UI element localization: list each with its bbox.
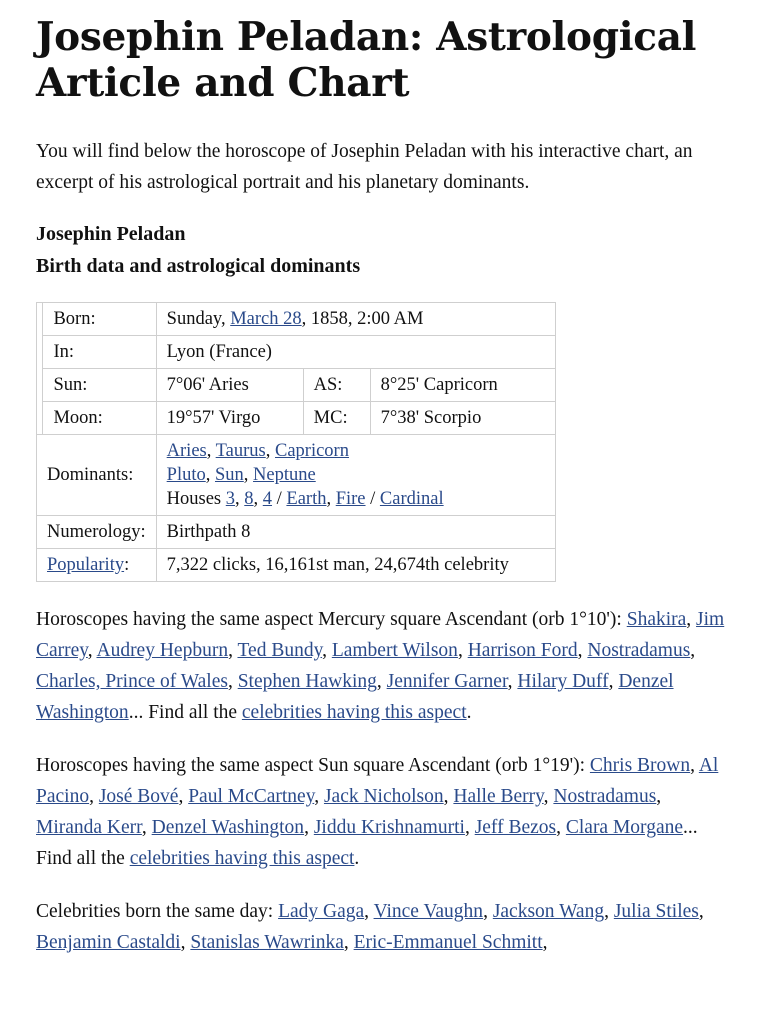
subhead-birth-data: Birth data and astrological dominants <box>36 255 361 277</box>
in-row <box>37 336 556 369</box>
house-link[interactable]: 4 <box>262 489 273 509</box>
celebrity-link[interactable]: Lambert Wilson <box>331 640 458 661</box>
celebrity-link[interactable]: Nostradamus <box>553 786 657 807</box>
sun-label: Sun: <box>43 369 156 402</box>
houses-label: Houses <box>166 489 226 509</box>
celebrity-link[interactable]: Halle Berry <box>453 786 544 807</box>
popularity-link[interactable]: Popularity <box>47 555 125 575</box>
numerology-row <box>37 516 556 549</box>
celebrity-link[interactable]: Denzel Washington <box>151 817 305 838</box>
house-link[interactable]: 3 <box>225 489 236 509</box>
as-label: AS: <box>303 369 370 402</box>
birth-data-table <box>36 302 556 582</box>
celebrity-link[interactable]: Jackson Wang <box>492 901 605 922</box>
intro-paragraph: You will find below the horoscope of Josephin Peladan with his interactive chart, an excerpt of his astrological portrait and his planetary dominants. <box>36 141 693 193</box>
celebrity-link[interactable]: Charles, Prince of Wales <box>36 671 228 692</box>
dominants-row <box>37 435 556 516</box>
mc-label: MC: <box>303 402 370 435</box>
trailing-comma: , <box>542 932 548 953</box>
sun-value: 7°06' Aries <box>156 369 303 402</box>
subhead-name: Josephin Peladan <box>36 223 186 245</box>
celebrity-link[interactable]: Paul McCartney <box>188 786 315 807</box>
element-link[interactable]: Earth <box>286 489 327 509</box>
planet-link[interactable]: Sun <box>214 465 244 485</box>
celebrity-link[interactable]: José Bové <box>98 786 179 807</box>
celebrity-link[interactable]: Hilary Duff <box>517 671 609 692</box>
same-day-paragraph: Celebrities born the same day: Lady Gaga, Vince Vaughn, Jackson Wang, Julia Stiles, Benjamin Castaldi, Stanislas Wawrinka, Eric-Emmanuel Schmitt, <box>36 901 704 953</box>
popularity-value: 7,322 clicks, 16,161st man, 24,674th celebrity <box>156 549 555 582</box>
celebrity-link[interactable]: Stanislas Wawrinka <box>190 932 344 953</box>
planet-link[interactable]: Neptune <box>253 465 316 485</box>
celebrity-link[interactable]: Lady Gaga <box>278 901 365 922</box>
find-aspect-link[interactable]: celebrities having this aspect <box>241 702 467 723</box>
celebrity-link[interactable]: Shakira <box>626 609 687 630</box>
dominant-planets: Pluto, Sun, Neptune <box>166 465 316 485</box>
aspect-mercury-paragraph: Horoscopes having the same aspect Mercury square Ascendant (orb 1°10'): Shakira, Jim Carrey, Audrey Hepburn, Ted Bundy, Lambert Wilson, Harrison Ford, Nostradamus, Charles, Prince of Wales, Stephen Hawking, Jennifer Garner, Hilary Duff, Denzel Washington... Find all the celebrities having this aspect. <box>36 609 725 723</box>
find-all-text: ... Find all the <box>36 817 698 869</box>
sun-row <box>37 369 556 402</box>
celebrity-link[interactable]: Jack Nicholson <box>323 786 444 807</box>
in-value: Lyon (France) <box>156 336 555 369</box>
aspect-intro: Horoscopes having the same aspect Mercury square Ascendant (orb 1°10'): <box>36 609 627 630</box>
sign-link[interactable]: Capricorn <box>275 441 349 461</box>
celebrity-link[interactable]: Nostradamus <box>587 640 691 661</box>
celebrity-link[interactable]: Jiddu Krishnamurti <box>313 817 465 838</box>
page-title: Josephin Peladan: Astrological Article and Chart <box>36 14 697 106</box>
dominant-houses: Houses 3, 8, 4 / Earth, Fire / Cardinal <box>166 489 444 509</box>
same-day-intro: Celebrities born the same day: <box>36 901 279 922</box>
celebrity-link[interactable]: Jennifer Garner <box>386 671 508 692</box>
numerology-value: Birthpath 8 <box>156 516 555 549</box>
celebrity-link[interactable]: Miranda Kerr <box>36 817 142 838</box>
celebrity-link[interactable]: Eric-Emmanuel Schmitt <box>353 932 543 953</box>
born-label: Born: <box>43 303 156 336</box>
celebrity-link[interactable]: Al Pacino <box>36 755 719 807</box>
celebrity-link[interactable]: Harrison Ford <box>467 640 578 661</box>
celebrity-link[interactable]: Clara Morgane <box>565 817 684 838</box>
born-day: Sunday, <box>166 309 231 329</box>
celebrity-link[interactable]: Vince Vaughn <box>373 901 484 922</box>
aspect-intro: Horoscopes having the same aspect Sun square Ascendant (orb 1°19'): <box>36 755 590 776</box>
born-row <box>37 303 556 336</box>
celebrity-link[interactable]: Audrey Hepburn <box>96 640 229 661</box>
mc-value: 7°38' Scorpio <box>370 402 555 435</box>
in-label: In: <box>43 336 156 369</box>
aspect-sun-paragraph: Horoscopes having the same aspect Sun square Ascendant (orb 1°19'): Chris Brown, Al Pacino, José Bové, Paul McCartney, Jack Nicholson, Halle Berry, Nostradamus, Miranda Kerr, Denzel Washington, Jiddu Krishnamurti, Jeff Bezos, Clara Morgane... Find all the celebrities having this aspect. <box>36 755 719 869</box>
celebrity-link[interactable]: Stephen Hawking <box>237 671 377 692</box>
moon-value: 19°57' Virgo <box>156 402 303 435</box>
celebrity-link[interactable]: Chris Brown <box>589 755 691 776</box>
house-link[interactable]: 8 <box>244 489 254 509</box>
celebrity-link[interactable]: Jim Carrey <box>36 609 725 661</box>
celebrity-link[interactable]: Denzel Washington <box>36 671 674 723</box>
celebrity-link[interactable]: Benjamin Castaldi <box>36 932 181 953</box>
born-date-link[interactable]: March 28 <box>230 309 302 329</box>
find-all-text: ... Find all the <box>128 702 242 723</box>
planet-link[interactable]: Pluto <box>166 465 206 485</box>
moon-row <box>37 402 556 435</box>
dominant-signs: Aries, Taurus, Capricorn <box>166 441 349 461</box>
element-link[interactable]: Fire <box>335 489 366 509</box>
sign-link[interactable]: Taurus <box>215 441 266 461</box>
moon-label: Moon: <box>43 402 156 435</box>
popularity-row <box>37 549 556 582</box>
celebrity-link[interactable]: Jeff Bezos <box>474 817 557 838</box>
celebrity-link[interactable]: Ted Bundy <box>237 640 323 661</box>
born-rest: , 1858, 2:00 AM <box>301 309 424 329</box>
modality-link[interactable]: Cardinal <box>379 489 444 509</box>
dominants-value <box>156 435 555 516</box>
as-value: 8°25' Capricorn <box>370 369 555 402</box>
find-aspect-link[interactable]: celebrities having this aspect <box>129 848 355 869</box>
popularity-label-cell: Popularity: <box>37 549 157 582</box>
celebrity-link[interactable]: Julia Stiles <box>613 901 699 922</box>
dominants-label: Dominants: <box>37 435 157 516</box>
sign-link[interactable]: Aries <box>166 441 207 461</box>
born-value <box>156 303 555 336</box>
numerology-label: Numerology: <box>37 516 157 549</box>
